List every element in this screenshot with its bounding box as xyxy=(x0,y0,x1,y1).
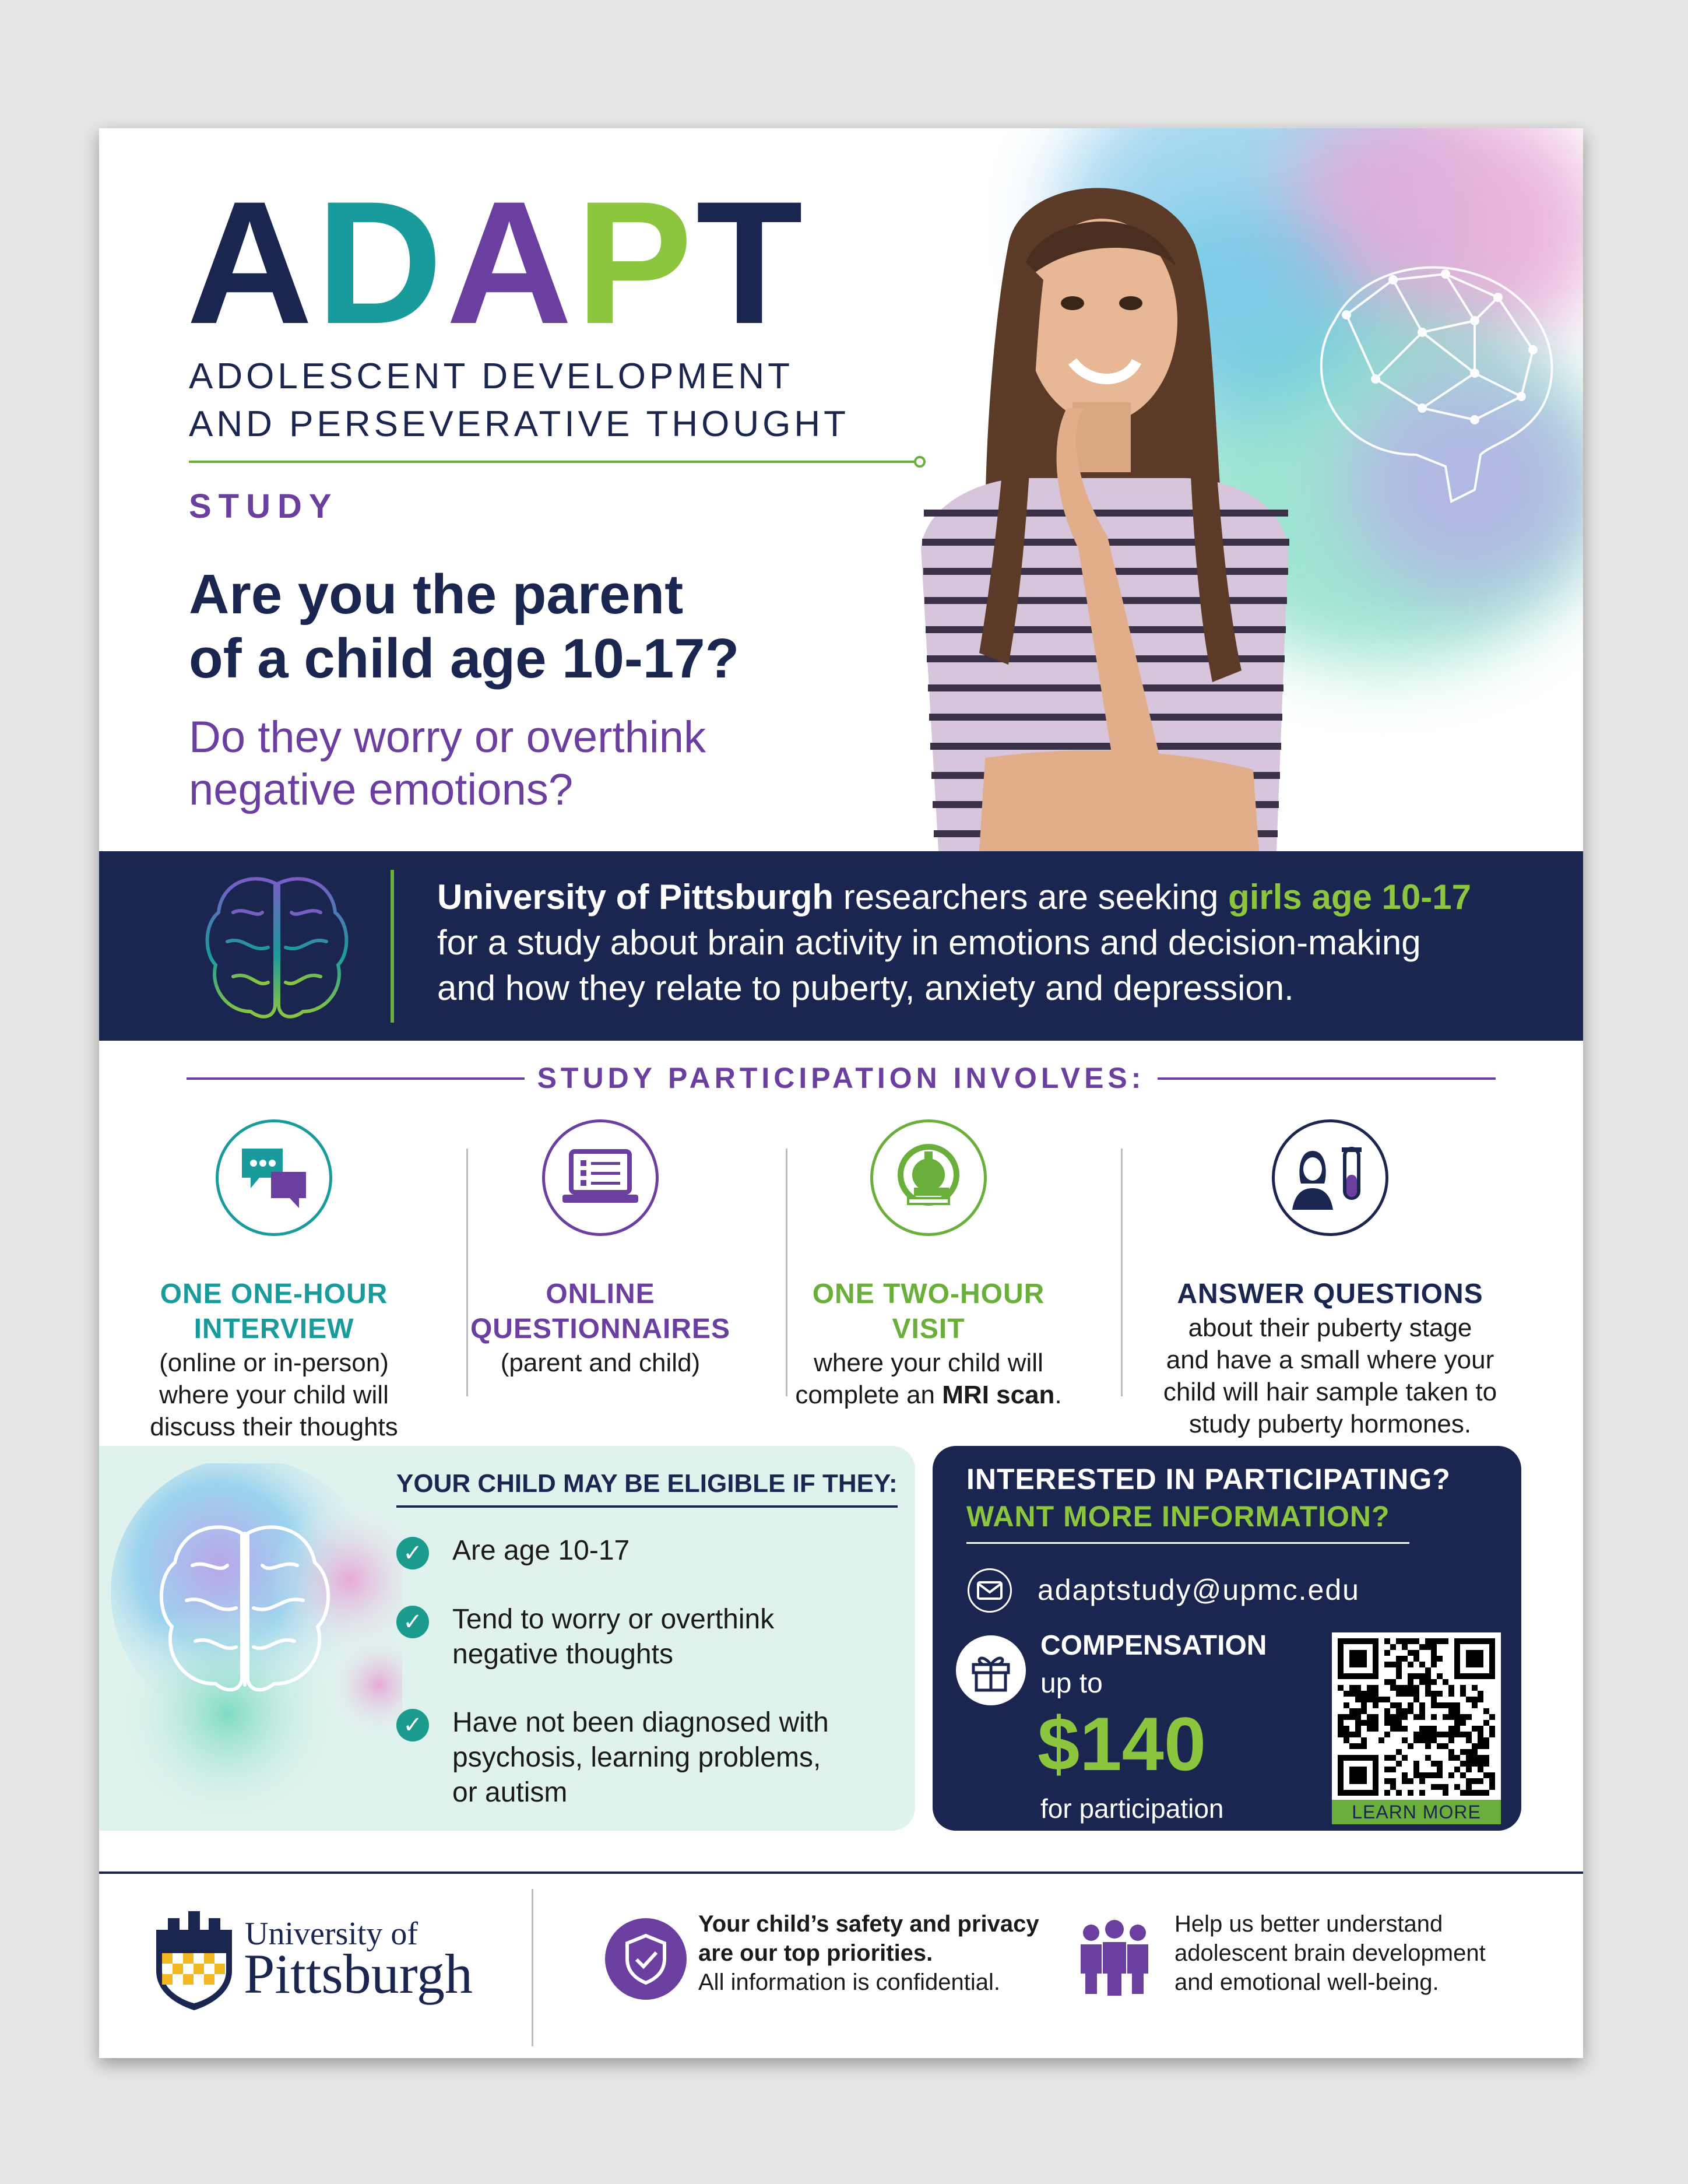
adapt-logo-title xyxy=(187,164,807,360)
banner-text xyxy=(437,875,1545,1011)
brand-letter-a1: A xyxy=(187,164,316,360)
parent-question xyxy=(189,563,830,691)
brand-letter-d: D xyxy=(316,164,446,360)
subquestion-line-1: Do they worry or overthink xyxy=(189,712,706,762)
university-name-line-1: University of xyxy=(245,1916,419,1952)
help-note xyxy=(1174,1909,1486,1997)
person-test-tube-icon xyxy=(1272,1119,1388,1236)
visit-title-1: ONE TWO-HOUR xyxy=(812,1279,1045,1309)
mri-scanner-icon xyxy=(870,1119,987,1236)
learn-more-label[interactable]: LEARN MORE xyxy=(1332,1800,1501,1824)
banner-highlight: girls age 10-17 xyxy=(1228,877,1471,917)
banner-text-b: for a study about brain activity in emotions and decision-making xyxy=(437,923,1421,962)
footer-rule xyxy=(99,1872,1583,1874)
eligibility-item-3-line-2: psychosis, learning problems, xyxy=(452,1742,821,1773)
compensation-for: for participation xyxy=(1040,1793,1224,1824)
contact-email-link[interactable]: adaptstudy@upmc.edu xyxy=(1038,1574,1360,1606)
visit-desc-1: where your child will xyxy=(814,1349,1043,1377)
eligibility-item-2-line-1: Tend to worry or overthink xyxy=(452,1604,775,1635)
column-divider xyxy=(1121,1149,1123,1396)
contact-rule xyxy=(966,1542,1409,1544)
check-circle-icon: ✓ xyxy=(396,1606,429,1638)
network-brain-icon xyxy=(1321,268,1552,501)
qr-code[interactable] xyxy=(1332,1632,1501,1802)
gift-icon xyxy=(956,1635,1026,1705)
hero-image xyxy=(834,128,1583,851)
brand-letter-p: P xyxy=(575,164,697,360)
envelope-icon xyxy=(968,1568,1012,1613)
participation-item-questionnaires xyxy=(437,1119,764,1379)
participation-item-interview xyxy=(111,1119,437,1443)
banner-divider xyxy=(391,870,394,1023)
interview-desc-3: discuss their thoughts xyxy=(150,1413,398,1441)
visit-desc-end: . xyxy=(1054,1381,1062,1409)
safety-bold-1: Your child’s safety and privacy xyxy=(698,1911,1039,1937)
laptop-checklist-icon xyxy=(542,1119,659,1236)
subtitle-line-1: ADOLESCENT DEVELOPMENT xyxy=(189,356,793,396)
questions-desc-1: about their puberty stage xyxy=(1188,1314,1472,1342)
title-rule xyxy=(189,461,917,463)
questionnaires-desc-1: (parent and child) xyxy=(500,1349,701,1377)
university-crest-logo xyxy=(150,1906,238,2011)
eligibility-item-2-line-2: negative thoughts xyxy=(452,1639,673,1670)
compensation-amount: $140 xyxy=(1038,1701,1207,1786)
contact-panel xyxy=(933,1446,1521,1831)
interview-desc-1: (online or in-person) xyxy=(159,1349,389,1377)
participation-heading xyxy=(187,1061,1496,1096)
people-group-icon xyxy=(1074,1915,1155,1997)
banner-text-c: and how they relate to puberty, anxiety and depression. xyxy=(437,968,1294,1007)
eligibility-panel xyxy=(99,1446,915,1831)
contact-heading-1: INTERESTED IN PARTICIPATING? xyxy=(966,1463,1451,1495)
safety-note xyxy=(698,1909,1039,1997)
study-full-name xyxy=(189,353,849,448)
questions-desc-3: child will hair sample taken to xyxy=(1163,1378,1497,1406)
participation-item-questions xyxy=(1138,1119,1522,1440)
check-circle-icon: ✓ xyxy=(396,1537,429,1569)
visit-desc-mri: MRI scan xyxy=(942,1381,1055,1409)
eligibility-item-3-line-1: Have not been diagnosed with xyxy=(452,1707,829,1738)
study-label: STUDY xyxy=(189,487,339,525)
chat-bubbles-icon xyxy=(216,1119,332,1236)
interview-desc-2: where your child will xyxy=(159,1381,389,1409)
interview-title-2: INTERVIEW xyxy=(194,1314,354,1344)
participation-heading-text: STUDY PARTICIPATION INVOLVES: xyxy=(537,1062,1145,1094)
help-line-1: Help us better understand xyxy=(1174,1911,1443,1937)
flyer-page xyxy=(99,128,1583,2058)
eligibility-item-1-line-1: Are age 10-17 xyxy=(452,1535,630,1566)
contact-heading-2: WANT MORE INFORMATION? xyxy=(966,1500,1390,1533)
brain-outline-icon xyxy=(198,866,356,1029)
brand-letter-a2: A xyxy=(446,164,576,360)
university-name-line-2: Pittsburgh xyxy=(244,1943,473,2005)
visit-title-2: VISIT xyxy=(892,1314,965,1344)
brand-letter-t: T xyxy=(696,164,807,360)
safety-text: All information is confidential. xyxy=(698,1969,1001,1995)
subquestion-line-2: negative emotions? xyxy=(189,765,574,814)
questions-desc-2: and have a small where your xyxy=(1166,1346,1494,1374)
help-line-2: adolescent brain development xyxy=(1174,1940,1486,1966)
eligibility-item xyxy=(396,1602,860,1672)
title-rule-dot xyxy=(914,456,926,468)
subtitle-line-2: AND PERSEVERATIVE THOUGHT xyxy=(189,404,849,444)
footer-divider xyxy=(532,1889,533,2046)
help-line-3: and emotional well-being. xyxy=(1174,1969,1439,1995)
questionnaires-title-1: ONLINE xyxy=(546,1279,655,1309)
banner-org: University of Pittsburgh xyxy=(437,877,834,917)
smiling-girl-image xyxy=(834,128,1583,851)
research-banner xyxy=(99,851,1583,1041)
worry-question xyxy=(189,711,830,816)
eligibility-item xyxy=(396,1533,860,1569)
visit-desc-2: complete an xyxy=(795,1381,943,1409)
eligibility-item-3-line-3: or autism xyxy=(452,1777,568,1808)
eligibility-item xyxy=(396,1705,860,1810)
questionnaires-title-2: QUESTIONNAIRES xyxy=(470,1314,731,1344)
shield-check-icon xyxy=(605,1918,687,2000)
question-line-1: Are you the parent xyxy=(189,563,684,626)
interview-title-1: ONE ONE-HOUR xyxy=(160,1279,388,1309)
banner-text-a: researchers are seeking xyxy=(834,877,1229,917)
watercolor-brain-icon xyxy=(99,1463,402,1813)
compensation-up-to: up to xyxy=(1040,1668,1103,1699)
eligibility-heading: YOUR CHILD MAY BE ELIGIBLE IF THEY: xyxy=(396,1469,898,1508)
questions-desc-4: study puberty hormones. xyxy=(1188,1410,1472,1438)
safety-bold-2: are our top priorities. xyxy=(698,1940,933,1966)
compensation-heading: COMPENSATION xyxy=(1040,1630,1267,1661)
participation-item-visit xyxy=(765,1119,1092,1411)
questions-title-1: ANSWER QUESTIONS xyxy=(1177,1279,1483,1309)
check-circle-icon: ✓ xyxy=(396,1709,429,1741)
question-line-2: of a child age 10-17? xyxy=(189,627,740,690)
